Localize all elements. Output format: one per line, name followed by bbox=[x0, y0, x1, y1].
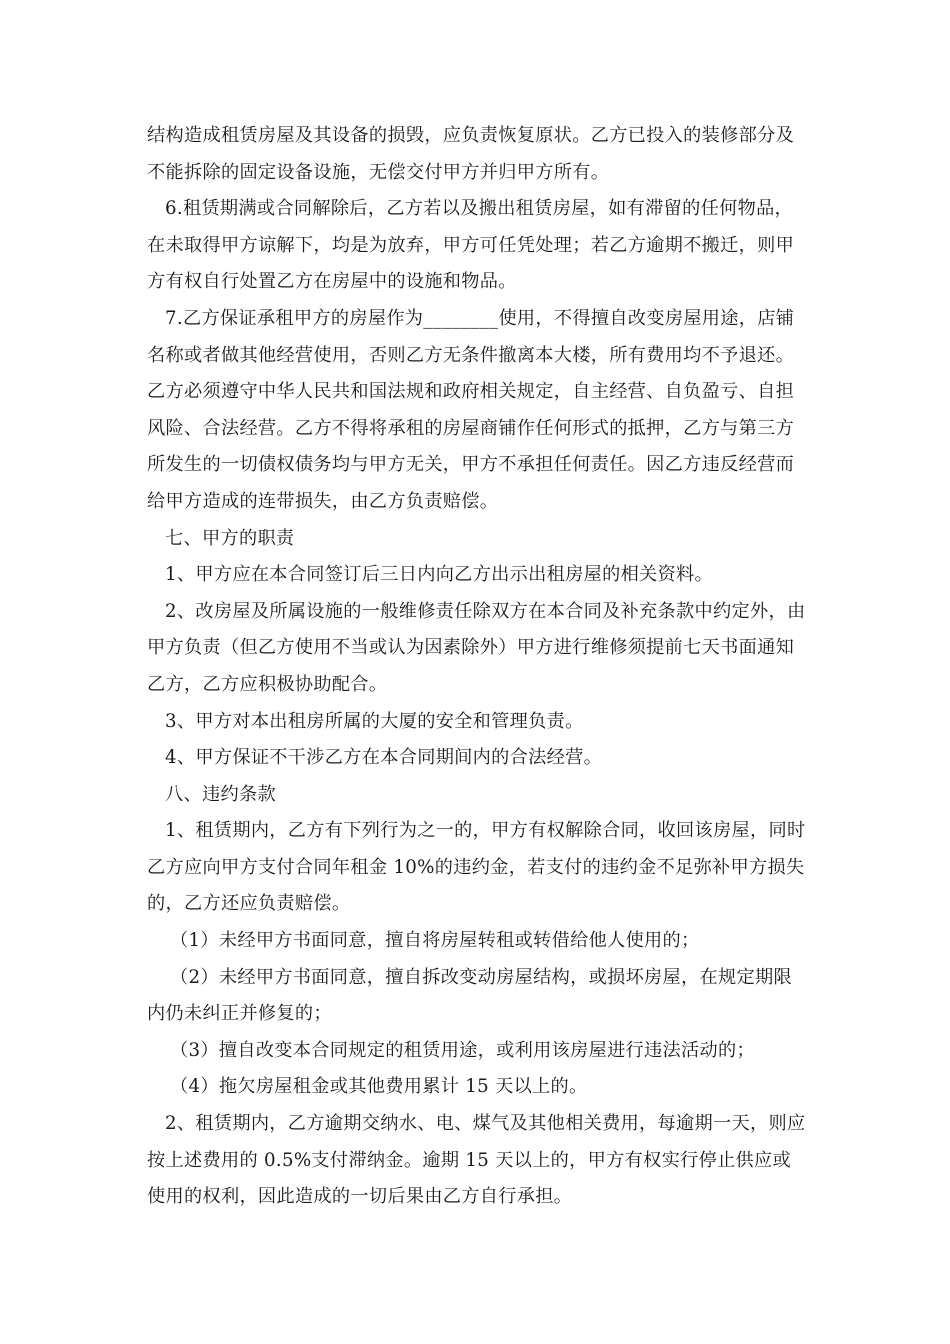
paragraph-duty-2: 2、改房屋及所属设施的一般维修责任除双方在本合同及补充条款中约定外，由甲方负责（但乙方使用不当或认为因素除外）甲方进行维修须提前七天书面通知乙方，乙方应积极协助配合。 bbox=[147, 600, 806, 695]
paragraph-breach-1-d: （4）拖欠房屋租金或其他费用累计 15 天以上的。 bbox=[170, 1076, 588, 1098]
paragraph-continued-restore: 结构造成租赁房屋及其设备的损毁，应负责恢复原状。乙方已投入的装修部分及不能拆除的固定设备设施，无偿交付甲方并归甲方所有。 bbox=[147, 125, 795, 183]
paragraph-duty-4: 4、甲方保证不干涉乙方在本合同期间内的合法经营。 bbox=[165, 747, 603, 769]
paragraph-breach-1-a: （1）未经甲方书面同意，擅自将房屋转租或转借给他人使用的； bbox=[170, 930, 700, 952]
paragraph-duty-3: 3、甲方对本出租房所属的大厦的安全和管理负责。 bbox=[165, 710, 584, 732]
document-body bbox=[147, 118, 809, 1216]
paragraph-item-7: 7.乙方保证承租甲方的房屋作为________使用，不得擅自改变房屋用途，店铺名称或者做其他经营使用，否则乙方无条件撤离本大楼，所有费用均不予退还。乙方必须遵守中华人民共和国法规和政府相关规定，自主经营、自负盈亏、自担风险、合法经营。乙方不得将承租的房屋商铺作任何形式的抵押，乙方与第三方所发生的一切债权债务均与甲方无关，甲方不承担任何责任。因乙方违反经营而给甲方造成的连带损失，由乙方负责赔偿。 bbox=[147, 307, 795, 512]
section-heading-breach-terms: 八、违约条款 bbox=[165, 783, 276, 805]
paragraph-duty-1: 1、甲方应在本合同签订后三日内向乙方出示出租房屋的相关资料。 bbox=[165, 564, 714, 586]
paragraph-breach-2: 2、租赁期内，乙方逾期交纳水、电、煤气及其他相关费用，每逾期一天，则应按上述费用的 0.5%支付滞纳金。逾期 15 天以上的，甲方有权实行停止供应或使用的权利，因此造成的一切后果由乙方自行承担。 bbox=[147, 1113, 806, 1208]
section-heading-party-a-duties: 七、甲方的职责 bbox=[165, 527, 295, 549]
paragraph-breach-1: 1、租赁期内，乙方有下列行为之一的，甲方有权解除合同，收回该房屋，同时乙方应向甲方支付合同年租金 10%的违约金，若支付的违约金不足弥补甲方损失的，乙方还应负责赔偿。 bbox=[147, 820, 806, 915]
paragraph-breach-1-c: （3）擅自改变本合同规定的租赁用途，或利用该房屋进行违法活动的； bbox=[170, 1039, 755, 1061]
paragraph-breach-1-b: （2）未经甲方书面同意，擅自拆改变动房屋结构，或损坏房屋，在规定期限内仍未纠正并修复的； bbox=[147, 966, 792, 1025]
paragraph-item-6: 6.租赁期满或合同解除后，乙方若以及搬出租赁房屋，如有滞留的任何物品，在未取得甲方谅解下，均是为放弃，甲方可任凭处理；若乙方逾期不搬迁，则甲方有权自行处置乙方在房屋中的设施和物品。 bbox=[147, 198, 795, 293]
